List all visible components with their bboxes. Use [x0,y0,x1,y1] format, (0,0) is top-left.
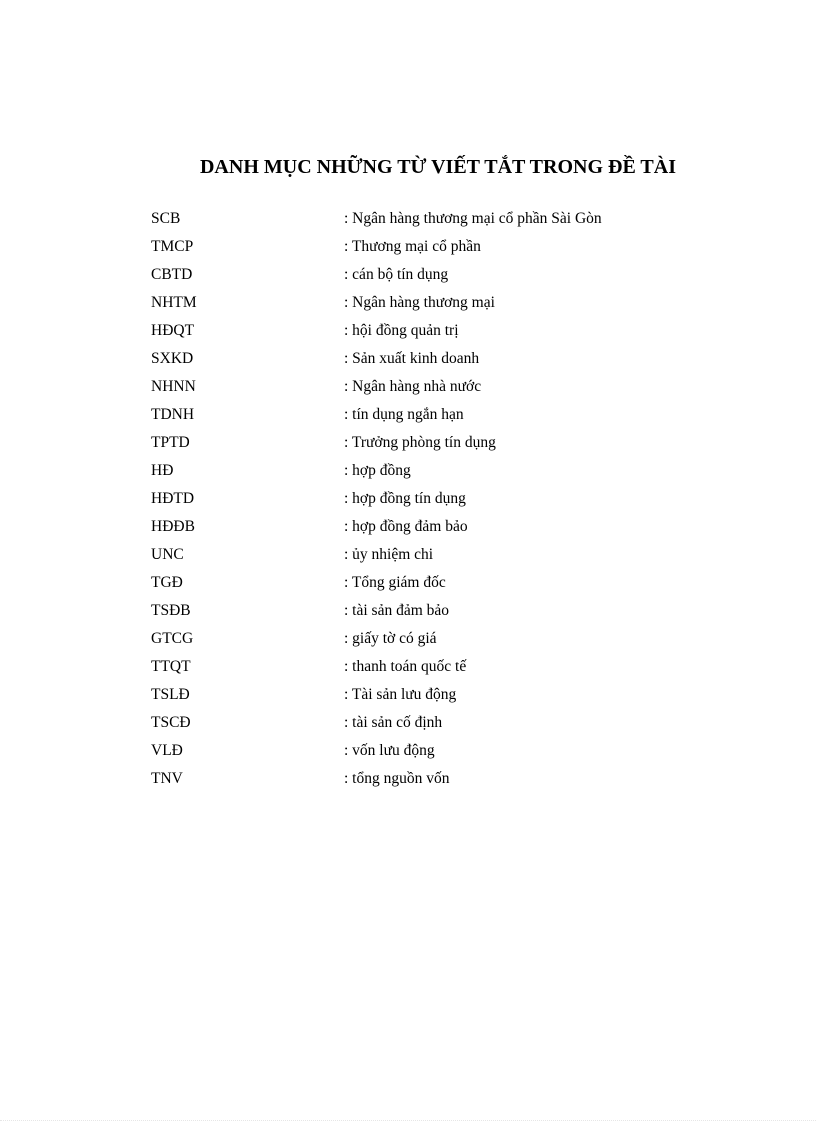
list-item [151,513,602,541]
list-item [151,765,602,793]
page-bottom-divider [0,1120,816,1121]
abbreviation-code: TGĐ [151,574,183,591]
list-item [151,625,602,653]
abbreviation-meaning: : tài sản cố định [344,714,443,731]
list-item [151,205,602,233]
list-item [151,261,602,289]
abbreviation-code: TPTD [151,434,190,451]
abbreviation-meaning: : cán bộ tín dụng [344,266,449,283]
abbreviation-meaning: : Ngân hàng nhà nước [344,378,482,395]
list-item [151,709,602,737]
abbreviation-code: HĐĐB [151,518,195,535]
list-item [151,681,602,709]
abbreviation-meaning: : Ngân hàng thương mại cổ phần Sài Gòn [344,210,602,227]
list-item [151,317,602,345]
abbreviation-code: UNC [151,546,184,563]
abbreviation-code: TSCĐ [151,714,191,731]
abbreviation-code: VLĐ [151,742,183,759]
list-item [151,737,602,765]
abbreviation-code: NHTM [151,294,197,311]
abbreviation-meaning: : Ngân hàng thương mại [344,294,495,311]
abbreviation-meaning: : hợp đồng đảm bảo [344,518,468,535]
abbreviation-code: SXKD [151,350,194,367]
page-title: DANH MỤC NHỮNG TỪ VIẾT TẮT TRONG ĐỀ TÀI [199,156,676,179]
abbreviation-list [151,205,602,793]
abbreviation-meaning: : tài sản đảm bảo [344,602,450,619]
abbreviation-meaning: : vốn lưu động [344,742,435,759]
abbreviation-code: TSĐB [151,602,191,619]
abbreviation-meaning: : Thương mại cổ phần [344,238,481,255]
abbreviation-meaning: : tổng nguồn vốn [344,770,450,787]
list-item [151,485,602,513]
abbreviation-code: SCB [151,210,181,227]
abbreviation-code: TMCP [151,238,194,255]
abbreviation-code: TSLĐ [151,686,190,703]
abbreviation-code: TTQT [151,658,191,675]
abbreviation-meaning: : Tài sản lưu động [344,686,457,703]
list-item [151,569,602,597]
abbreviation-code: HĐQT [151,322,195,339]
abbreviation-meaning: : Tổng giám đốc [344,574,446,591]
list-item [151,653,602,681]
list-item [151,457,602,485]
list-item [151,401,602,429]
abbreviation-meaning: : Sản xuất kinh doanh [344,350,480,367]
abbreviation-code: NHNN [151,378,196,395]
list-item [151,429,602,457]
abbreviation-code: TNV [151,770,183,787]
abbreviation-code: HĐTD [151,490,195,507]
abbreviation-code: GTCG [151,630,194,647]
abbreviation-meaning: : tín dụng ngắn hạn [344,406,464,423]
abbreviation-meaning: : ủy nhiệm chi [344,546,434,563]
list-item [151,597,602,625]
abbreviation-meaning: : thanh toán quốc tế [344,658,467,675]
abbreviation-code: TDNH [151,406,195,423]
list-item [151,541,602,569]
abbreviation-code: HĐ [151,462,174,479]
abbreviation-meaning: : hợp đồng tín dụng [344,490,466,507]
list-item [151,345,602,373]
abbreviation-meaning: : Trưởng phòng tín dụng [344,434,496,451]
abbreviation-meaning: : giấy tờ có giá [344,630,437,647]
abbreviation-meaning: : hợp đồng [344,462,411,479]
list-item [151,233,602,261]
list-item [151,289,602,317]
abbreviation-code: CBTD [151,266,193,283]
abbreviation-meaning: : hội đồng quản trị [344,322,459,339]
list-item [151,373,602,401]
